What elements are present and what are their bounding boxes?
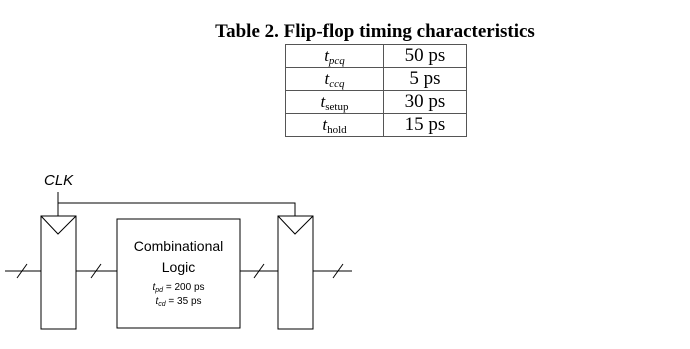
logic-text [117,219,240,328]
value-tpcq: 50 ps [384,45,467,68]
param-tsetup: $t_{setup}$ [286,91,384,114]
logic-title: Combinational [133,238,224,254]
table-caption: Table 2. Flip-flop timing characteristics [215,21,535,42]
clock-triangle-1 [41,216,76,234]
clock-triangle-2 [278,216,313,234]
param-thold: $t_{hold}$ [286,114,384,137]
value-tsetup: 30 ps [384,91,467,114]
clock-label: CLK [44,172,74,189]
logic-tpd: $t_{pd} = 200$ ps [152,282,205,294]
param-tpcq: $t_{pcq}$ [286,45,384,68]
logic-subtitle: Logic [161,259,196,275]
value-thold: 15 ps [384,114,467,137]
clock-wire [58,203,295,216]
param-tccq: $t_{ccq}$ [286,68,384,91]
logic-tcd: $t_{cd} = 35$ ps [155,296,202,308]
value-tccq: 5 ps [384,68,467,91]
